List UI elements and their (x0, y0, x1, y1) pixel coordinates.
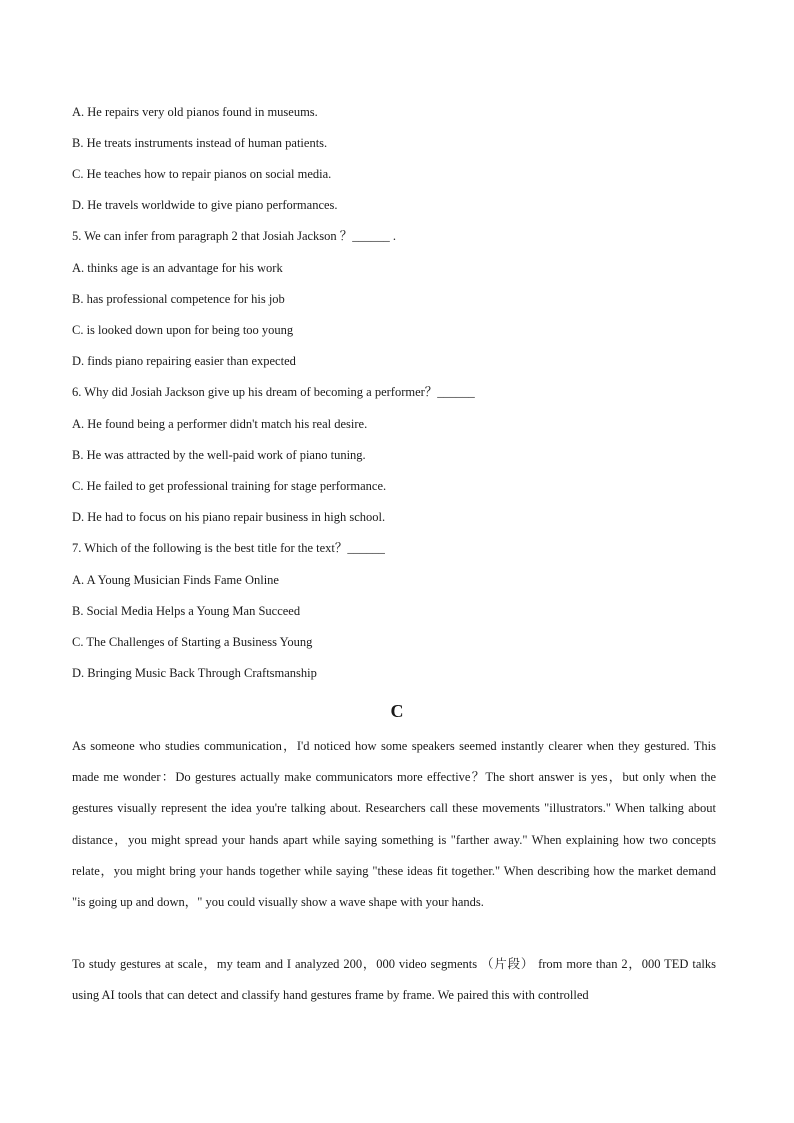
q4-option-b: B. He treats instruments instead of human patients. (72, 136, 328, 150)
q5-option-c: C. is looked down upon for being too young (72, 323, 294, 337)
q6-option-b: B. He was attracted by the well-paid work of piano tuning. (72, 448, 366, 462)
q7-stem: 7. Which of the following is the best title for the text？______ (72, 541, 385, 555)
q7-option-d: D. Bringing Music Back Through Craftsmanship (72, 666, 317, 680)
passage-paragraph: To study gestures at scale，my team and I analyzed 200，000 video segments （片段） from more than 2，000 TED talks using AI tools that can detect and classify hand gestures frame by frame. We paired this with controlled (72, 957, 716, 1003)
q6-option-c: C. He failed to get professional training for stage performance. (72, 479, 387, 493)
q4-option-a: A. He repairs very old pianos found in museums. (72, 105, 318, 119)
q4-option-c: C. He teaches how to repair pianos on social media. (72, 167, 332, 181)
q7-option-c: C. The Challenges of Starting a Business Young (72, 635, 313, 649)
q7-option-b: B. Social Media Helps a Young Man Succeed (72, 604, 301, 618)
q6-option-a: A. He found being a performer didn't match his real desire. (72, 417, 368, 431)
q4-option-d: D. He travels worldwide to give piano performances. (72, 198, 338, 212)
q5-option-d: D. finds piano repairing easier than expected (72, 354, 296, 368)
q5-option-b: B. has professional competence for his job (72, 292, 285, 306)
q6-stem: 6. Why did Josiah Jackson give up his dream of becoming a performer？______ (72, 385, 475, 399)
q7-option-a: A. A Young Musician Finds Fame Online (72, 573, 279, 587)
q5-stem: 5. We can infer from paragraph 2 that Josiah Jackson ？______ . (72, 229, 397, 243)
q6-option-d: D. He had to focus on his piano repair business in high school. (72, 510, 386, 524)
section-heading: C (390, 701, 404, 721)
passage-paragraph: As someone who studies communication，I'd noticed how some speakers seemed instantly clearer when they gestured. This made me wonder：Do gestures actually make communicators more effective？The short answer is yes，but only when the gestures visually represent the idea you're talking about. Researchers call these movements "illustrators." When talking about distance，you might spread your hands apart while saying something is "farther away." When explaining how two concepts relate，you might bring your hands together while saying "these ideas fit together." When describing how the market demand "is going up and down，" you could visually show a wave shape with your hands. (72, 739, 716, 910)
q5-option-a: A. thinks age is an advantage for his work (72, 261, 283, 275)
